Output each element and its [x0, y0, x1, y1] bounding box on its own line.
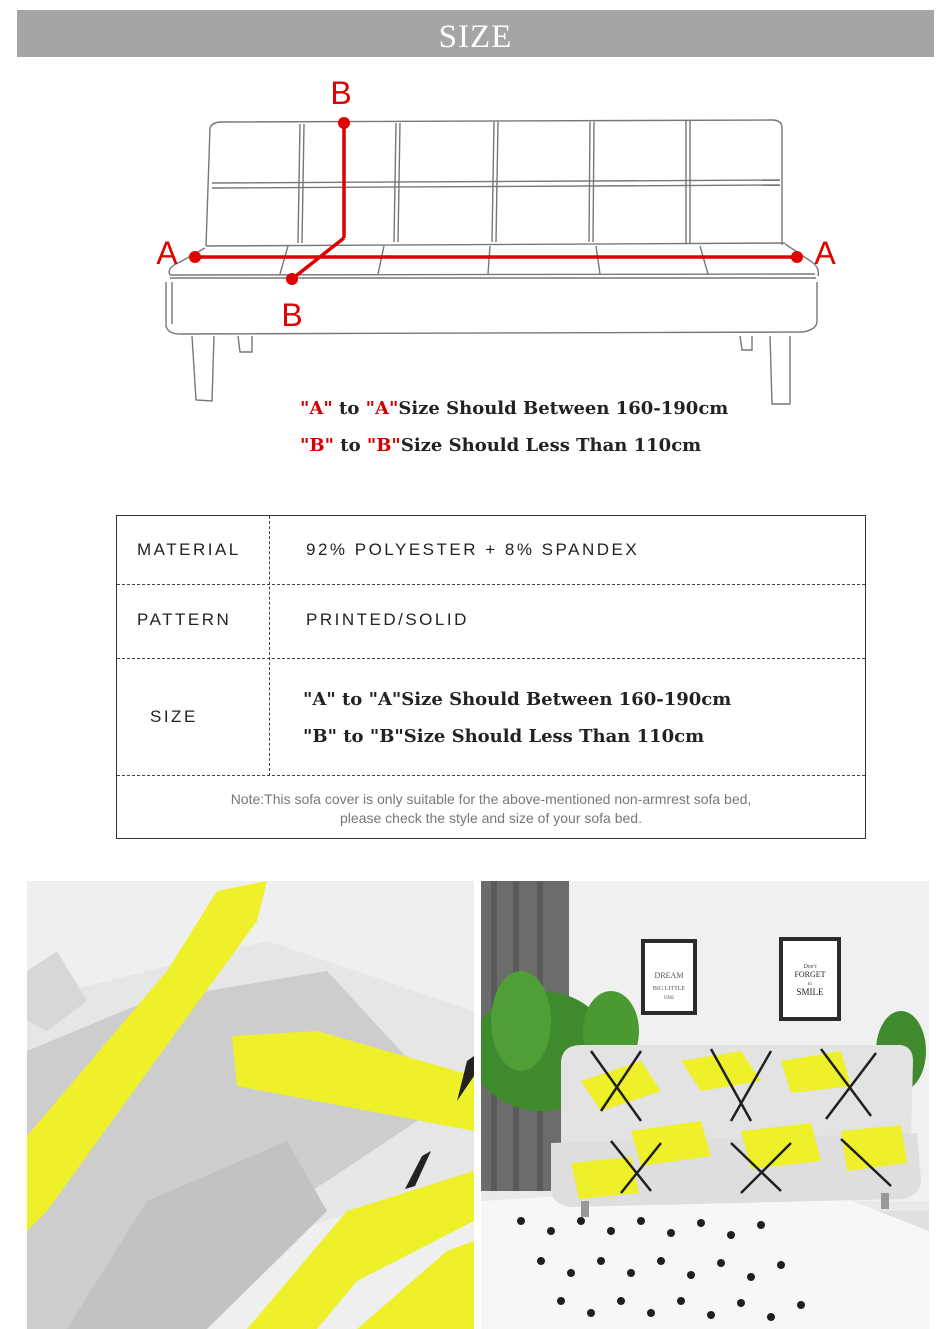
caption-a-from: "A"	[300, 398, 333, 419]
caption-b-from: "B"	[300, 435, 334, 456]
spec-row-pattern	[117, 585, 865, 659]
size-label: SIZE	[150, 707, 198, 726]
caption-a-to: to	[332, 398, 366, 419]
marker-b-top: B	[330, 75, 352, 111]
material-label: MATERIAL	[137, 540, 241, 559]
marker-a-right: A	[814, 235, 836, 271]
fabric-closeup-image	[27, 881, 474, 1329]
pattern-label: PATTERN	[137, 610, 232, 629]
note-line-2: please check the style and size of your sofa bed.	[340, 810, 642, 826]
spec-row-note	[117, 776, 865, 838]
sofa-outline	[166, 120, 818, 404]
dimension-caption-a	[300, 398, 728, 419]
sofa-dimension-diagram	[150, 70, 850, 410]
caption-b-to: to	[333, 435, 367, 456]
size-banner-title: SIZE	[438, 19, 513, 55]
poster-right-line-3: to	[808, 982, 812, 987]
marker-a-left: A	[156, 235, 178, 271]
caption-a-text: Size Should Between 160-190cm	[398, 398, 729, 419]
poster-left-line-2: BIG LITTLE	[652, 986, 686, 992]
poster-right-line-2: FORGET	[794, 970, 826, 979]
caption-b-text: Size Should Less Than 110cm	[400, 435, 702, 456]
note-text	[117, 790, 865, 828]
poster-right-line-4: SMILE	[796, 987, 824, 997]
size-value-b: "B" to "B"Size Should Less Than 110cm	[303, 726, 705, 747]
dimension-caption-b	[300, 435, 701, 456]
caption-b-target: "B"	[366, 435, 401, 456]
caption-a-target: "A"	[365, 398, 399, 419]
poster-left-line-1: DREAM	[654, 971, 684, 980]
note-line-1: Note:This sofa cover is only suitable for the above-mentioned non-armrest sofa bed,	[230, 791, 752, 807]
pattern-value: PRINTED/SOLID	[306, 610, 469, 629]
material-value: 92% POLYESTER + 8% SPANDEX	[306, 540, 640, 559]
sofa-room-image	[481, 881, 929, 1329]
poster-right-line-1: Don't	[803, 964, 817, 970]
sofa-with-cover	[551, 1045, 921, 1217]
poster-left-line-3: ONE	[663, 996, 675, 1001]
spec-row-size	[117, 659, 865, 776]
size-banner	[17, 10, 934, 57]
marker-b-bottom: B	[281, 297, 303, 333]
spec-table	[116, 515, 866, 839]
size-value-a: "A" to "A"Size Should Between 160-190cm	[303, 689, 732, 710]
spec-row-material	[117, 516, 865, 585]
